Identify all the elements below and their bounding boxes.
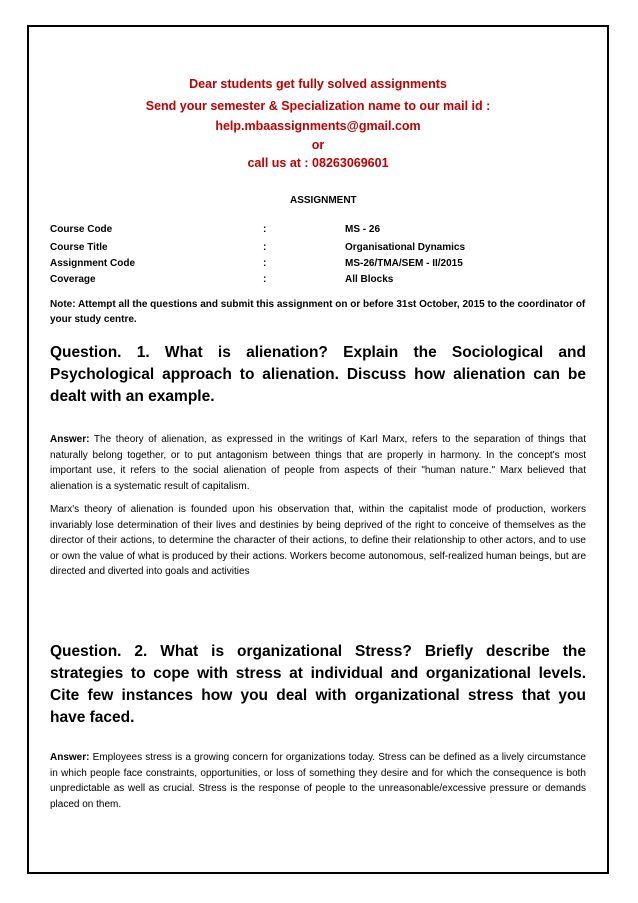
question-1: Question. 1. What is alienation? Explain the Sociological and Psychological approach to alienation. Discuss how alienation can be dealt with an example. xyxy=(50,344,586,405)
answer-2-para-1 xyxy=(50,750,586,812)
answer-label: Answer: xyxy=(50,434,90,445)
info-value: Organisational Dynamics xyxy=(345,242,466,253)
info-row-coverage xyxy=(50,274,586,288)
info-sep: : xyxy=(263,224,267,235)
info-label: Course Title xyxy=(50,242,108,253)
submission-note: Note: Attempt all the questions and submit this assignment on or before 31st October, 2015 to the coordinator of your study centre. xyxy=(50,299,586,325)
info-row-course-code xyxy=(50,224,586,238)
info-value: MS - 26 xyxy=(345,224,381,235)
info-sep: : xyxy=(263,242,267,253)
info-label: Coverage xyxy=(50,274,96,285)
answer-text: Employees stress is a growing concern for organizations today. Stress can be defined as a lively circumstance in which people face constraints, opportunities, or loss of something they desire and for which the consequence is both unpredictable as well as crucial. Stress is the response of people to the unreasonable/excessive pressure or demands placed on them. xyxy=(50,752,586,810)
answer-text: The theory of alienation, as expressed in the writings of Karl Marx, refers to the separation of things that naturally belong together, or to put antagonism between things that are properly in harmony. In the concept's most important use, it refers to the social alienation of people from aspects of their "human nature." Marx believed that alienation is a systematic result of capitalism. xyxy=(50,434,586,492)
answer-1-para-1 xyxy=(50,432,586,494)
info-sep: : xyxy=(263,258,267,269)
info-label: Course Code xyxy=(50,224,113,235)
promo-email: help.mbaassignments@gmail.com xyxy=(215,119,421,133)
info-label: Assignment Code xyxy=(50,258,136,269)
info-row-course-title xyxy=(50,242,586,256)
assignment-heading: ASSIGNMENT xyxy=(290,195,357,206)
promo-line-2: Send your semester & Specialization name to our mail id : xyxy=(145,99,491,113)
info-sep: : xyxy=(263,274,267,285)
promo-or: or xyxy=(311,138,325,152)
info-row-assignment-code xyxy=(50,258,586,272)
answer-1-para-2: Marx's theory of alienation is founded upon his observation that, within the capitalist mode of production, workers invariably lose determination of their lives and destinies by being deprived of the right to conceive of themselves as the director of their actions, to determine the character of their actions, to define their relationship to other actors, and to use or own the value of what is produced by their actions. Workers become autonomous, self-realized human beings, but are directed and diverted into goals and activities xyxy=(50,504,586,577)
answer-label: Answer: xyxy=(50,752,90,763)
question-2: Question. 2. What is organizational Stress? Briefly describe the strategies to cope with stress at individual and organizational levels. Cite few instances how you deal with organizational stress that you have faced. xyxy=(50,643,586,726)
promo-phone: call us at : 08263069601 xyxy=(247,156,389,170)
info-value: MS-26/TMA/SEM - II/2015 xyxy=(345,258,463,269)
info-value: All Blocks xyxy=(345,274,394,285)
promo-line-1: Dear students get fully solved assignments xyxy=(189,77,447,91)
